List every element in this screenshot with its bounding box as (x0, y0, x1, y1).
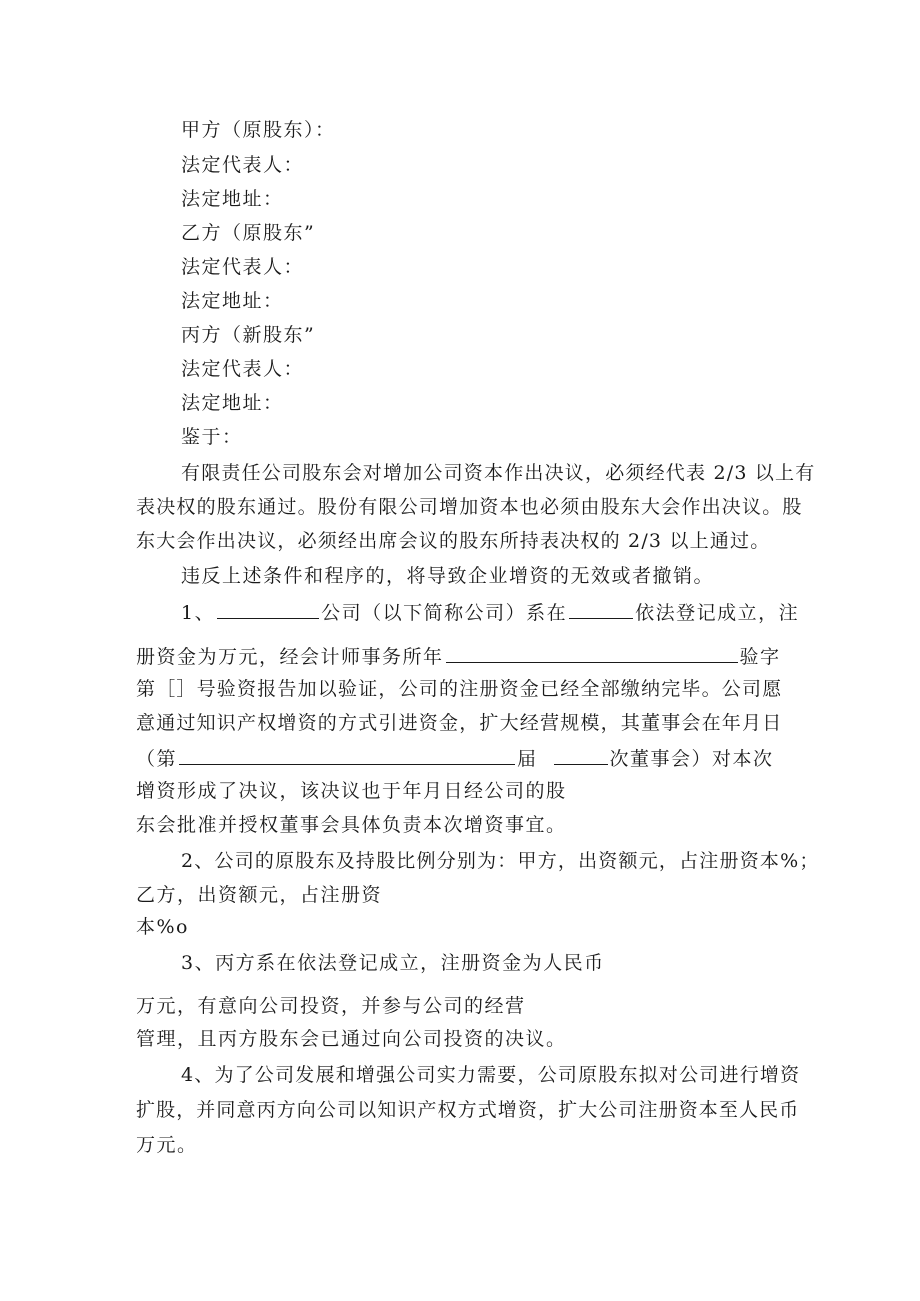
clause1-line7: 东会批准并授权董事会具体负责本次增资事宜。 (136, 814, 567, 836)
party-a-heading: 甲方（原股东）： (181, 119, 336, 141)
clause2-line3: 本%o (136, 916, 189, 938)
clause1-line4: 意通过知识产权增资的方式引进资金，扩大经营规模，其董事会在年月日 (136, 712, 783, 734)
clause4-line1: 4、为了公司发展和增强公司实力需要，公司原股东拟对公司进行增资 (181, 1064, 801, 1086)
clause3-line2: 万元，有意向公司投资，并参与公司的经营 (136, 995, 526, 1017)
clause2-line2: 乙方，出资额元，占注册资 (136, 884, 383, 906)
company-name-blank (217, 598, 319, 619)
clause3-line3: 管理，且丙方股东会已通过向公司投资的决议。 (136, 1028, 567, 1050)
board-session-blank (179, 744, 515, 765)
board-meeting-blank (554, 744, 608, 765)
clause1-text-c: 册资金为万元，经会计师事务所年 (136, 646, 444, 668)
clause1-text-d: 验字 (739, 646, 781, 668)
party-b-heading: 乙方（原股东” (181, 222, 316, 244)
party-c-address: 法定地址： (181, 392, 284, 414)
clause1-number: 1、 (181, 602, 216, 624)
para1-line1: 有限责任公司股东会对增加公司资本作出决议，必须经代表 2/3 以上有 (181, 462, 816, 484)
clause1-text-g: 次董事会）对本次 (609, 748, 774, 770)
clause1-text-a: 公司（以下简称公司）系在 (321, 602, 568, 624)
clause1-line3: 第［］号验资报告加以验证，公司的注册资金已经全部缴纳完毕。公司愿 (136, 678, 783, 700)
accounting-firm-blank (446, 642, 738, 663)
party-b-address: 法定地址： (181, 290, 284, 312)
clause2-line1: 2、公司的原股东及持股比例分别为：甲方，出资额元，占注册资本%； (181, 850, 820, 872)
whereas-heading: 鉴于： (181, 426, 243, 448)
para1-line3: 东大会作出决议，必须经出席会议的股东所持表决权的 2/3 以上通过。 (136, 530, 771, 552)
para1-line2: 表决权的股东通过。股份有限公司增加资本也必须由股东大会作出决议。股 (136, 496, 803, 518)
party-a-address: 法定地址： (181, 188, 284, 210)
clause1-text-e: （第 (136, 748, 178, 770)
clause1-line1 (181, 598, 799, 626)
clause1-line6: 增资形成了决议，该决议也于年月日经公司的股 (136, 780, 567, 802)
party-a-legal-rep: 法定代表人： (181, 154, 305, 176)
clause1-text-f: 届 (517, 748, 538, 770)
clause4-line2: 扩股，并同意丙方向公司以知识产权方式增资，扩大公司注册资本至人民币 (136, 1099, 800, 1121)
clause1-text-b: 依法登记成立，注 (635, 602, 800, 624)
clause1-line2 (136, 642, 781, 670)
clause4-line3: 万元。 (136, 1134, 198, 1156)
clause1-line5 (136, 744, 774, 772)
clause3-line1: 3、丙方系在依法登记成立，注册资金为人民币 (181, 952, 605, 974)
party-c-heading: 丙方（新股东” (181, 324, 316, 346)
para2: 违反上述条件和程序的，将导致企业增资的无效或者撤销。 (181, 565, 715, 587)
registration-place-blank (569, 598, 633, 619)
party-b-legal-rep: 法定代表人： (181, 256, 305, 278)
party-c-legal-rep: 法定代表人： (181, 358, 305, 380)
